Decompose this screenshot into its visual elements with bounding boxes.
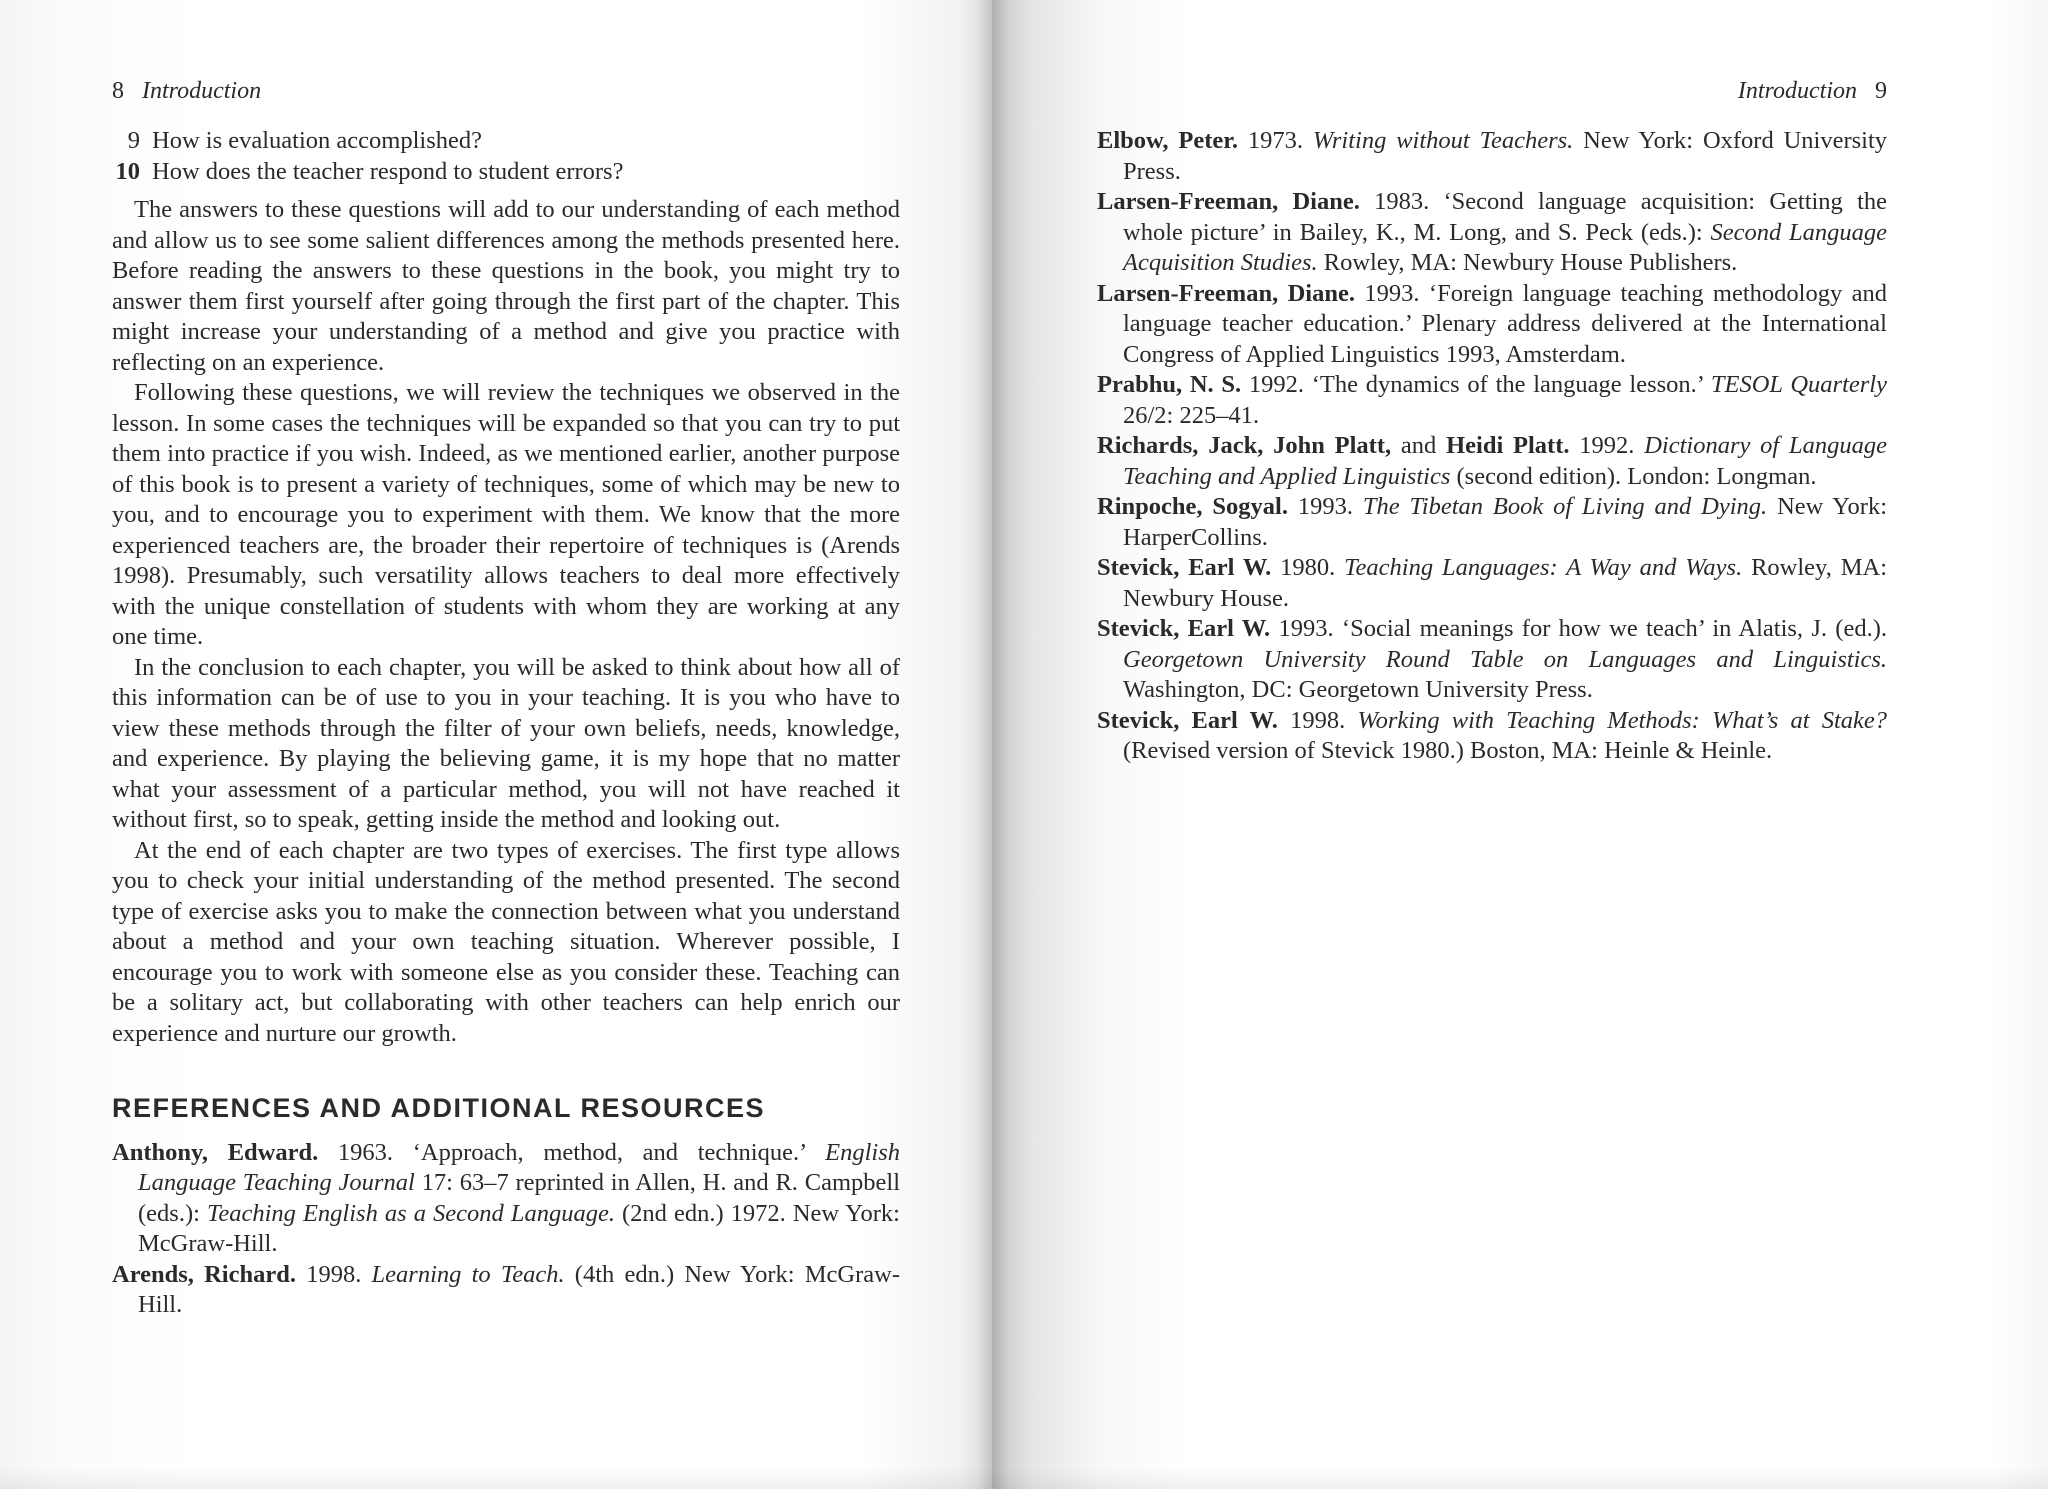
reference-author: Prabhu, N. S. [1097, 371, 1242, 398]
reference-text: 1980. [1271, 554, 1345, 581]
right-page-content [1097, 76, 1887, 767]
reference-entry [1097, 187, 1887, 279]
reference-author: Larsen-Freeman, Diane. [1097, 279, 1355, 307]
body-paragraph: Following these questions, we will review the techniques we observed in the lesson. In some cases the techniques will be expanded so that you can try to put them into practice if you wish. Indeed, as we mentioned earlier, another purpose of this book is to present a variety of techniques, some of which may be new to you, and to encourage you to experiment with them. We know that the more experienced teachers are, the broader their repertoire of techniques is (Arends 1998). Presumably, such versatility allows teachers to deal more effectively with the unique constellation of students with whom they are working at any one time. [112, 379, 900, 650]
reference-text: 1992. ‘The dynamics of the language lesson.’ [1241, 371, 1711, 398]
reference-text: 1993. ‘Foreign language teaching methodology and language teacher education.’ Plenary address delivered at the International Congress of Applied Linguistics 1993, Amsterdam. [1123, 279, 1887, 368]
reference-entry [112, 1260, 900, 1321]
left-page-content [112, 76, 900, 1321]
right-running-title: Introduction [1737, 78, 1857, 104]
left-running-title: Introduction [142, 78, 262, 104]
right-page-number: 9 [1875, 78, 1887, 104]
body-paragraph: At the end of each chapter are two types of exercises. The first type allows you to check your initial understanding of the method presented. The second type of exercise asks you to make the connection between what you understand about a method and your own teaching situation. Wherever possible, I encourage you to work with someone else as you consider these. Teaching can be a solitary act, but collaborating with other teachers can help enrich our experience and nurture our growth. [112, 836, 900, 1047]
reference-author: Larsen-Freeman, Diane. [1097, 188, 1360, 215]
question-number: 9 [127, 127, 140, 154]
reference-author: Richards, Jack, John Platt, [1097, 432, 1392, 459]
reference-author: Stevick, Earl W. [1097, 615, 1271, 642]
reference-title: English Language Teaching Journal [138, 1138, 900, 1196]
question-item [112, 126, 900, 157]
reference-text: 1992. [1569, 432, 1645, 459]
reference-author: Stevick, Earl W. [1097, 706, 1278, 734]
reference-text: 1998. [1277, 706, 1358, 734]
reference-entry [1097, 614, 1887, 706]
question-text: How does the teacher respond to student errors? [152, 157, 624, 185]
page-bottom-edge [0, 1467, 2048, 1489]
reference-title: Teaching Languages: A Way and Ways. [1344, 554, 1743, 581]
right-running-head [1097, 76, 1887, 112]
reference-entry [1097, 492, 1887, 553]
reference-title: TESOL Quarterly [1710, 371, 1887, 398]
reference-text: 26/2: 225–41. [1123, 401, 1260, 429]
reference-entry [1097, 279, 1887, 371]
body-paragraph: In the conclusion to each chapter, you will be asked to think about how all of this information can be of use to you in your teaching. It is you who have to view these methods through the filter of your own beliefs, needs, knowledge, and experience. By playing the believing game, it is my hope that no matter what your assessment of a particular method, you will not have reached it without first, so to speak, getting inside the method and looking out. [112, 653, 900, 833]
reference-text: 1973. [1237, 127, 1313, 154]
reference-text: (4th edn.) New York: McGraw-Hill. [138, 1260, 901, 1318]
reference-text: Rowley, MA: Newbury House. [1123, 554, 1887, 612]
reference-entry [112, 1138, 900, 1260]
reference-text: 17: 63–7 reprinted in Allen, H. and R. Campbell (eds.): [138, 1169, 900, 1227]
reference-text: (second edition). London: Longman. [1450, 462, 1817, 490]
book-gutter [978, 0, 1008, 1489]
reference-text: New York: HarperCollins. [1123, 493, 1888, 551]
reference-entry [1097, 431, 1887, 492]
reference-text: 1998. [296, 1260, 372, 1288]
reference-text: Washington, DC: Georgetown University Press. [1123, 676, 1593, 703]
left-page-number: 8 [112, 78, 124, 104]
reference-text: (Revised version of Stevick 1980.) Boston, MA: Heinle & Heinle. [1123, 737, 1773, 764]
reference-author: Arends, Richard. [112, 1260, 296, 1288]
reference-title: Learning to Teach. [371, 1260, 565, 1288]
reference-author: Heidi Platt. [1446, 432, 1570, 459]
reference-entry [1097, 370, 1887, 431]
reference-title: Writing without Teachers. [1312, 127, 1574, 154]
reference-text: 1993. ‘Social meanings for how we teach’ in Alatis, J. (ed.). [1270, 615, 1887, 642]
reference-author: Anthony, Edward. [112, 1138, 319, 1166]
reference-title: The Tibetan Book of Living and Dying. [1362, 493, 1768, 520]
question-text: How is evaluation accomplished? [152, 127, 482, 154]
reference-title: Georgetown University Round Table on Languages and Linguistics. [1123, 645, 1887, 673]
reference-entry [1097, 126, 1887, 187]
reference-text: (2nd edn.) 1972. New York: McGraw-Hill. [138, 1199, 900, 1257]
reference-author: Rinpoche, Sogyal. [1097, 493, 1288, 520]
question-list [112, 126, 900, 187]
body-paragraph: The answers to these questions will add to our understanding of each method and allow us to see some salient differences among the methods presented here. Before reading the answers to these questions in the book, you might try to answer them first yourself after going through the first part of the chapter. This might increase your understanding of a method and give you practice with reflecting on an experience. [112, 196, 900, 376]
reference-text: 1983. ‘Second language acquisition: Getting the whole picture’ in Bailey, K., M. Long, and S. Peck (eds.): [1123, 188, 1888, 246]
reference-author: Elbow, Peter. [1097, 127, 1238, 154]
left-running-head [112, 76, 900, 112]
reference-text: New York: Oxford University Press. [1123, 127, 1888, 185]
reference-text: 1993. [1287, 493, 1363, 520]
reference-entry [1097, 553, 1887, 614]
section-heading: REFERENCES AND ADDITIONAL RESOURCES [112, 1093, 766, 1123]
reference-text: Rowley, MA: Newbury House Publishers. [1317, 249, 1738, 276]
reference-entry [1097, 706, 1887, 767]
reference-title: Working with Teaching Methods: What’s at Stake? [1357, 706, 1888, 734]
question-number: 10 [115, 157, 140, 185]
reference-author: Stevick, Earl W. [1097, 554, 1272, 581]
reference-text: and [1391, 432, 1447, 459]
question-item [112, 157, 900, 188]
reference-title: Second Language Acquisition Studies. [1123, 218, 1887, 276]
reference-title: Dictionary of Language Teaching and Applied Linguistics [1123, 432, 1887, 490]
reference-title: Teaching English as a Second Language. [206, 1199, 615, 1227]
reference-text: 1963. ‘Approach, method, and technique.’ [318, 1138, 826, 1166]
